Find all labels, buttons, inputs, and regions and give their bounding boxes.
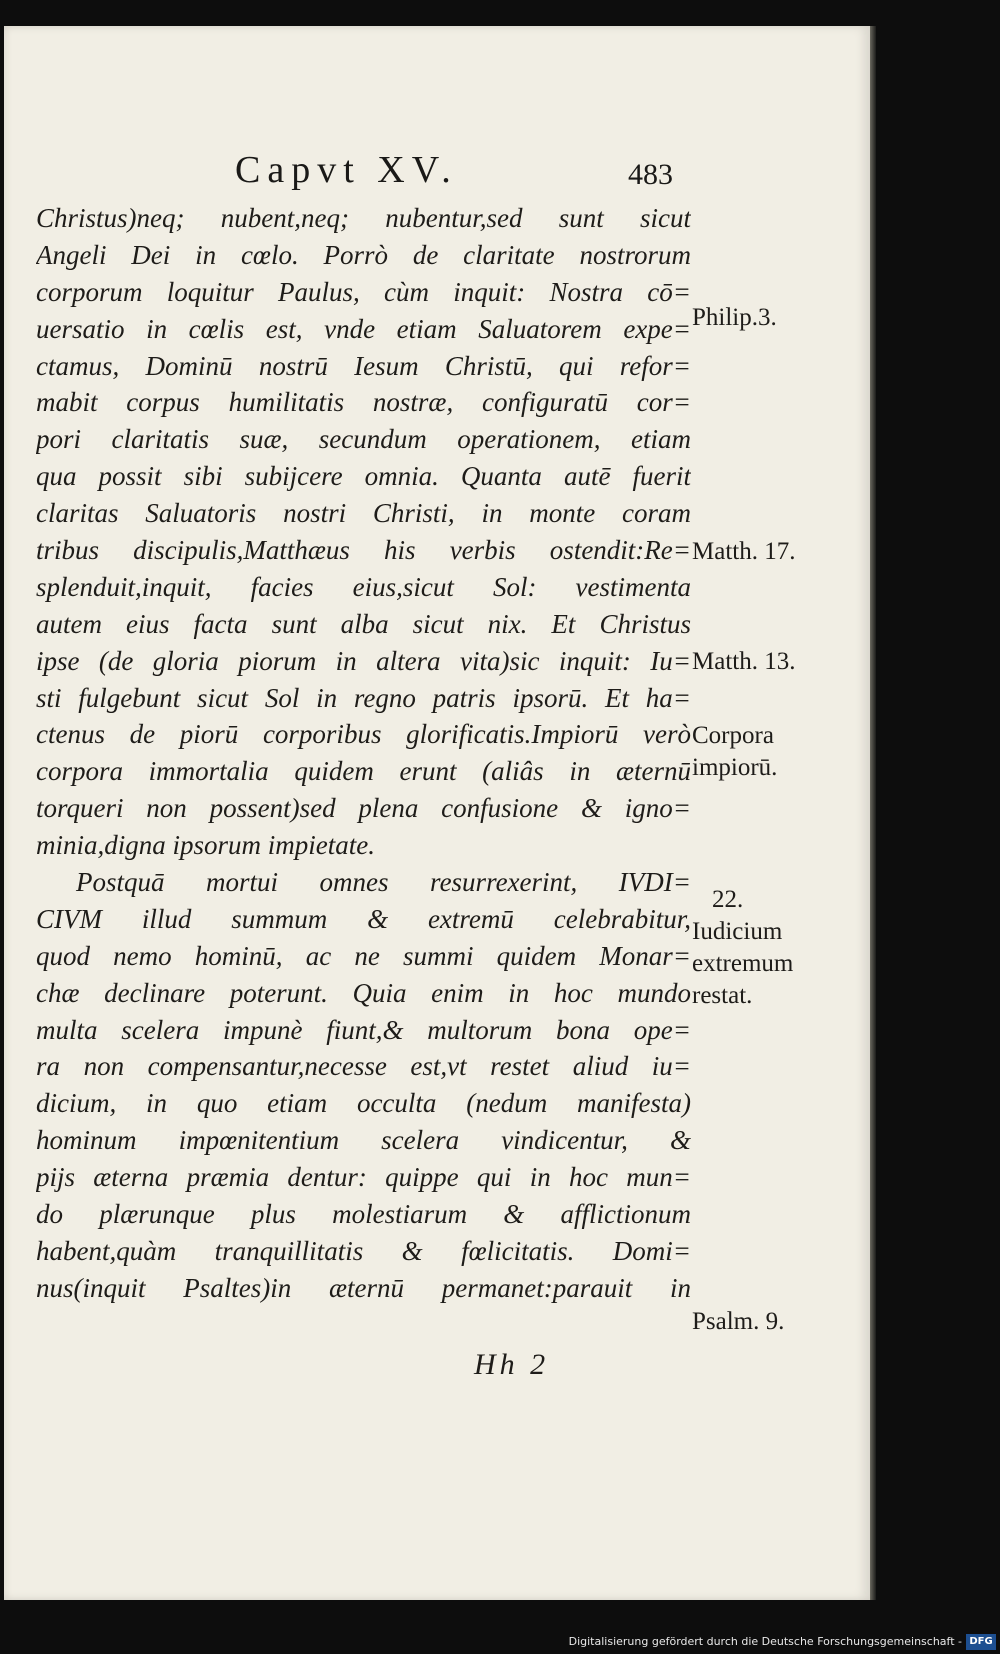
text-line: dicium, in quo etiam occulta (nedum manifesta): [36, 1088, 691, 1119]
text-line: minia,digna ipsorum impietate.: [36, 830, 375, 861]
text-line: Angeli Dei in cœlo. Porrò de claritate nostrorum: [36, 239, 691, 270]
margin-note-restat: restat.: [692, 982, 753, 1009]
text-line: ctenus de piorū corporibus glorificatis.Impiorū verò: [36, 719, 691, 750]
text-line: multa scelera impunè fiunt,& multorum bona ope=: [36, 1014, 691, 1045]
margin-note-number-22: 22.: [712, 886, 744, 913]
text-line: ra non compensantur,necesse est,vt restet aliud iu=: [36, 1051, 691, 1082]
running-head: Capvt XV.: [235, 149, 458, 191]
text-line: habent,quàm tranquillitatis & fœlicitatis. Domi=: [36, 1235, 691, 1266]
margin-note-matth-13: Matth. 13.: [692, 648, 796, 675]
text-line-paragraph-start: Postquā mortui omnes resurrexerint, IVDI=: [76, 867, 691, 898]
text-line: uersatio in cœlis est, vnde etiam Saluatorem expe=: [36, 313, 691, 344]
text-line: corpora immortalia quidem erunt (aliâs in æternū: [36, 756, 691, 787]
margin-note-impioru: impiorū.: [692, 754, 778, 781]
page-number: 483: [628, 158, 673, 191]
margin-note-philip: Philip.3.: [692, 304, 777, 331]
text-line: sti fulgebunt sicut Sol in regno patris ipsorū. Et ha=: [36, 682, 691, 713]
margin-note-psalm: Psalm. 9.: [692, 1308, 785, 1335]
page-edge-shadow: [870, 26, 876, 1600]
text-line: nus(inquit Psaltes)in æternū permanet:parauit in: [36, 1272, 691, 1303]
book-page: [4, 26, 870, 1600]
footer-bar: [0, 1632, 1000, 1654]
dfg-logo-icon: DFG: [966, 1634, 996, 1650]
text-line: quod nemo hominū, ac ne summi quidem Monar=: [36, 940, 691, 971]
text-line: pori claritatis suæ, secundum operationem, etiam: [36, 424, 691, 455]
body-text: [36, 200, 691, 1307]
text-line: torqueri non possent)sed plena confusione & igno=: [36, 793, 691, 824]
margin-note-extremum: extremum: [692, 950, 794, 977]
text-line: corporum loquitur Paulus, cùm inquit: Nostra cō=: [36, 276, 691, 307]
text-line: Christus)neq; nubent,neq; nubentur,sed sunt sicut: [36, 203, 691, 233]
text-line: CIVM illud summum & extremū celebrabitur,: [36, 903, 691, 934]
margin-note-iudicium: Iudicium: [692, 918, 783, 945]
page-header: [4, 148, 870, 192]
text-line: autem eius facta sunt alba sicut nix. Et Christus: [36, 608, 691, 639]
signature-mark: Hh 2: [474, 1348, 550, 1381]
margin-note-matth-17: Matth. 17.: [692, 538, 796, 565]
text-line: tribus discipulis,Matthæus his verbis ostendit:Re=: [36, 535, 691, 566]
margin-note-corpora: Corpora: [692, 722, 774, 749]
text-line: ctamus, Dominū nostrū Iesum Christū, qui refor=: [36, 350, 691, 381]
text-line: chæ declinare poterunt. Quia enim in hoc mundo: [36, 977, 691, 1008]
text-line: mabit corpus humilitatis nostræ, configuratū cor=: [36, 387, 691, 418]
text-line: ipse (de gloria piorum in altera vita)sic inquit: Iu=: [36, 645, 691, 676]
text-line: hominum impœnitentium scelera vindicentur, &: [36, 1125, 691, 1156]
text-line: pijs æterna præmia dentur: quippe qui in hoc mun=: [36, 1162, 691, 1193]
text-line: splenduit,inquit, facies eius,sicut Sol: vestimenta: [36, 571, 691, 602]
footer-credit: Digitalisierung gefördert durch die Deutsche Forschungsgemeinschaft -: [568, 1635, 962, 1648]
text-line: do plærunque plus molestiarum & afflictionum: [36, 1199, 691, 1230]
text-line: claritas Saluatoris nostri Christi, in monte coram: [36, 498, 691, 529]
text-line: qua possit sibi subijcere omnia. Quanta autē fuerit: [36, 461, 691, 492]
